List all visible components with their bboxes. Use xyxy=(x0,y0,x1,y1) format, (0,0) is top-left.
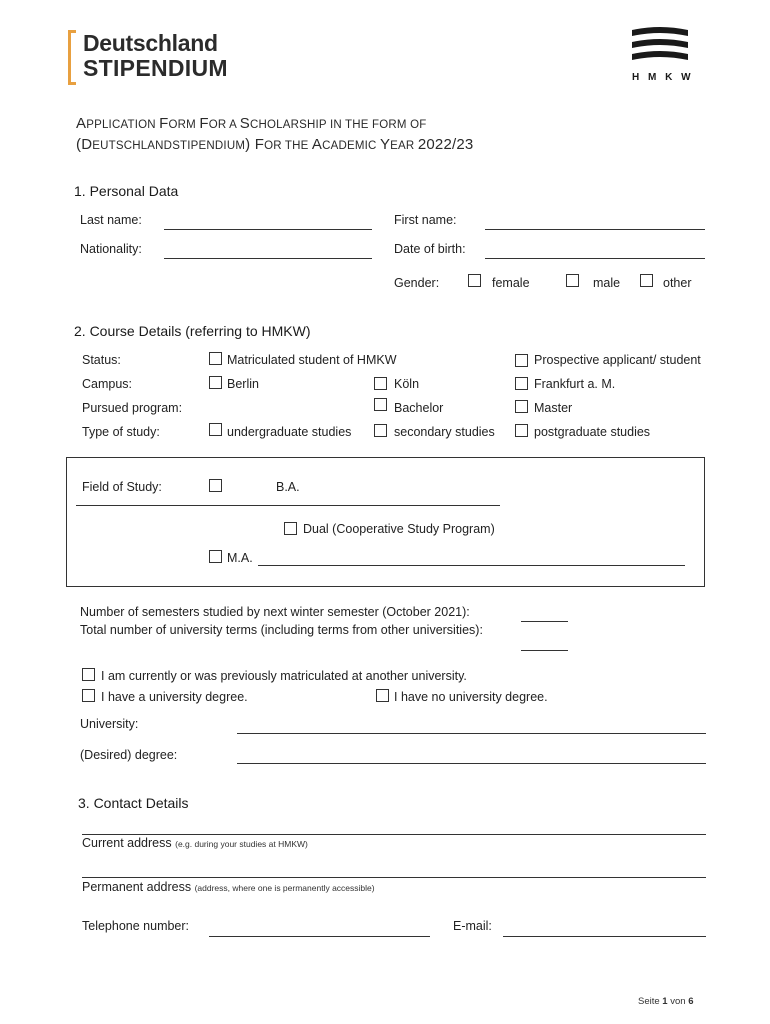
section-personal-heading: 1. Personal Data xyxy=(74,183,179,199)
total-terms-label: Total number of university terms (including terms from other universities): xyxy=(80,623,483,637)
type-of-study-label: Type of study: xyxy=(82,425,160,439)
form-title-line2: (DEUTSCHLANDSTIPENDIUM) FOR THE ACADEMIC YEAR 2022/23 xyxy=(76,136,474,153)
program-master-label: Master xyxy=(534,401,573,415)
email-field[interactable] xyxy=(503,936,706,937)
logo-bracket-icon xyxy=(68,30,76,85)
pursued-program-label: Pursued program: xyxy=(82,401,183,415)
first-name-label: First name: xyxy=(394,213,457,227)
desired-degree-label: (Desired) degree: xyxy=(80,748,178,762)
campus-frankfurt-checkbox[interactable] xyxy=(515,377,528,390)
ba-checkbox[interactable] xyxy=(209,479,222,492)
matriculated-checkbox[interactable] xyxy=(209,352,222,365)
dob-field[interactable] xyxy=(485,258,705,259)
page-number: Seite 1 von 6 xyxy=(638,996,694,1007)
logo-line2: STIPENDIUM xyxy=(83,55,228,81)
ba-field[interactable] xyxy=(76,505,500,506)
logo-line1: Deutschland xyxy=(83,30,218,56)
campus-koeln-label: Köln xyxy=(394,377,420,391)
status-label: Status: xyxy=(82,353,121,367)
has-degree-checkbox[interactable] xyxy=(82,689,95,702)
desired-degree-field[interactable] xyxy=(237,763,706,764)
ba-label: B.A. xyxy=(276,480,300,494)
campus-frankfurt-label: Frankfurt a. M. xyxy=(534,377,616,391)
program-bachelor-label: Bachelor xyxy=(394,401,444,415)
form-title-line1: APPLICATION FORM FOR A SCHOLARSHIP IN THE FORM OF xyxy=(76,115,427,132)
campus-label: Campus: xyxy=(82,377,133,391)
university-field[interactable] xyxy=(237,733,706,734)
campus-berlin-checkbox[interactable] xyxy=(209,376,222,389)
current-address-label: Current address (e.g. during your studies at HMKW) xyxy=(82,836,308,850)
hmkw-text: H M K W xyxy=(632,72,694,83)
gender-label: Gender: xyxy=(394,276,440,290)
total-terms-field[interactable] xyxy=(521,650,568,651)
no-degree-label: I have no university degree. xyxy=(394,690,548,704)
section-contact-heading: 3. Contact Details xyxy=(78,795,189,811)
program-bachelor-checkbox[interactable] xyxy=(374,398,387,411)
dual-label: Dual (Cooperative Study Program) xyxy=(303,522,495,536)
semesters-next-winter-label: Number of semesters studied by next winter semester (October 2021): xyxy=(80,605,470,619)
prospective-label: Prospective applicant/ student xyxy=(534,353,701,367)
gender-female-checkbox[interactable] xyxy=(468,274,481,287)
matriculated-other-checkbox[interactable] xyxy=(82,668,95,681)
campus-koeln-checkbox[interactable] xyxy=(374,377,387,390)
hmkw-logo xyxy=(628,24,692,86)
field-of-study-label: Field of Study: xyxy=(82,480,162,494)
prospective-checkbox[interactable] xyxy=(515,354,528,367)
dob-label: Date of birth: xyxy=(394,242,466,256)
matriculated-other-label: I am currently or was previously matriculated at another university. xyxy=(101,669,467,683)
gender-male-checkbox[interactable] xyxy=(566,274,579,287)
postgrad-checkbox[interactable] xyxy=(515,424,528,437)
first-name-field[interactable] xyxy=(485,229,705,230)
secondary-checkbox[interactable] xyxy=(374,424,387,437)
has-degree-label: I have a university degree. xyxy=(101,690,248,704)
postgrad-label: postgraduate studies xyxy=(534,425,651,439)
permanent-address-field[interactable] xyxy=(82,877,706,878)
deutschlandstipendium-logo xyxy=(68,28,258,88)
dual-checkbox[interactable] xyxy=(284,522,297,535)
current-address-field[interactable] xyxy=(82,834,706,835)
program-master-checkbox[interactable] xyxy=(515,400,528,413)
section-course-heading: 2. Course Details (referring to HMKW) xyxy=(74,323,311,339)
nationality-label: Nationality: xyxy=(80,242,142,256)
last-name-field[interactable] xyxy=(164,229,372,230)
hmkw-stripes-icon xyxy=(628,24,692,68)
ma-label: M.A. xyxy=(227,551,253,565)
email-label: E-mail: xyxy=(453,919,492,933)
secondary-label: secondary studies xyxy=(394,425,495,439)
semesters-next-winter-field[interactable] xyxy=(521,621,568,622)
ma-checkbox[interactable] xyxy=(209,550,222,563)
no-degree-checkbox[interactable] xyxy=(376,689,389,702)
telephone-label: Telephone number: xyxy=(82,919,190,933)
campus-berlin-label: Berlin xyxy=(227,377,259,391)
permanent-address-label: Permanent address (address, where one is permanently accessible) xyxy=(82,880,375,894)
last-name-label: Last name: xyxy=(80,213,142,227)
gender-other-checkbox[interactable] xyxy=(640,274,653,287)
undergrad-label: undergraduate studies xyxy=(227,425,352,439)
gender-male-label: male xyxy=(593,276,621,290)
undergrad-checkbox[interactable] xyxy=(209,423,222,436)
ma-field[interactable] xyxy=(258,565,685,566)
gender-other-label: other xyxy=(663,276,692,290)
telephone-field[interactable] xyxy=(209,936,430,937)
gender-female-label: female xyxy=(492,276,530,290)
matriculated-label: Matriculated student of HMKW xyxy=(227,353,397,367)
university-label: University: xyxy=(80,717,139,731)
nationality-field[interactable] xyxy=(164,258,372,259)
